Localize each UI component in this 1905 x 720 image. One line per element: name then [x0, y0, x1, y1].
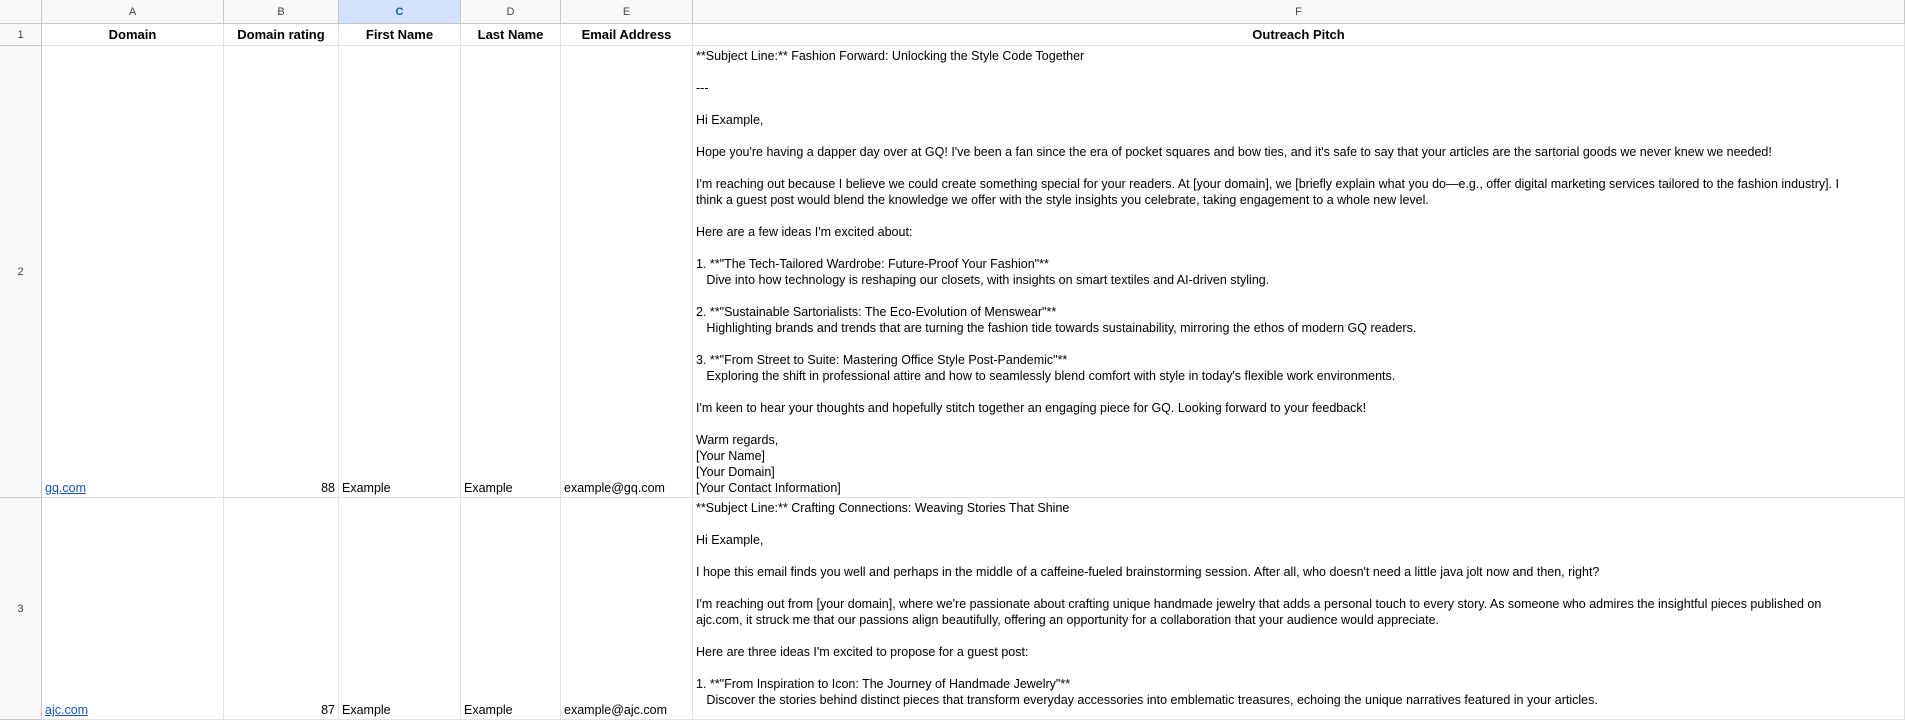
header-email-address[interactable]: Email Address	[561, 24, 693, 46]
email-value: example@gq.com	[564, 481, 665, 495]
column-header-c[interactable]: C	[339, 0, 461, 24]
column-header-e[interactable]: E	[561, 0, 693, 24]
first-name-value: Example	[342, 481, 391, 495]
table-row	[0, 24, 1905, 46]
pitch-cell[interactable]	[693, 498, 1905, 720]
row-header-3[interactable]: 3	[0, 498, 42, 720]
domain-link[interactable]: gq.com	[45, 481, 86, 495]
table-row	[0, 46, 1905, 498]
last-name-cell[interactable]	[461, 498, 561, 720]
last-name-value: Example	[464, 481, 513, 495]
first-name-cell[interactable]	[339, 498, 461, 720]
table-row	[0, 498, 1905, 720]
column-header-d[interactable]: D	[461, 0, 561, 24]
column-header-f[interactable]: F	[693, 0, 1905, 24]
email-cell[interactable]	[561, 498, 693, 720]
domain-link[interactable]: ajc.com	[45, 703, 89, 717]
last-name-value: Example	[464, 703, 513, 717]
column-header-b[interactable]: B	[224, 0, 339, 24]
header-outreach-pitch[interactable]: Outreach Pitch	[693, 24, 1905, 46]
email-value: example@ajc.com	[564, 703, 668, 717]
row-header-2[interactable]: 2	[0, 46, 42, 498]
rating-cell[interactable]	[224, 498, 339, 720]
header-last-name[interactable]: Last Name	[461, 24, 561, 46]
rating-cell[interactable]	[224, 46, 339, 498]
column-header-a[interactable]: A	[42, 0, 224, 24]
pitch-cell[interactable]	[693, 46, 1905, 498]
domain-rating-value: 88	[321, 481, 335, 495]
column-header-bar	[0, 0, 1905, 24]
last-name-cell[interactable]	[461, 46, 561, 498]
header-domain[interactable]: Domain	[42, 24, 224, 46]
outreach-pitch-text: **Subject Line:** Fashion Forward: Unlocking the Style Code Together --- Hi Example, Hope you're having a dapper day over at GQ! I've been a fan since the era of pocket squares and bow ties, and it's safe to say that your articles are the sartorial goods we never knew we needed! I'm reaching out because I believe we could create something special for your readers. At [your domain], we [briefly explain what you do—e.g., offer digital marketing services tailored to the fashion industry]. I think a guest post would blend the knowledge we offer with the style insights you celebrate, taking engagement to a whole new level. Here are a few ideas I'm excited about: 1. **"The Tech-Tailored Wardrobe: Future-Proof Your Fashion"** Dive into how technology is reshaping our closets, with insights on smart textiles and AI-driven styling. 2. **"Sustainable Sartorialists: The Eco-Evolution of Menswear"** Highlighting brands and trends that are turning the fashion tide towards sustainability, mirroring the ethos of modern GQ readers. 3. **"From Street to Suite: Mastering Office Style Post-Pandemic"** Exploring the shift in professional attire and how to seamlessly blend comfort with style in today's flexible work environments. I'm keen to hear your thoughts and hopefully stitch together an engaging piece for GQ. Looking forward to your feedback! Warm regards, [Your Name] [Your Domain] [Your Contact Information]	[696, 49, 1840, 495]
domain-rating-value: 87	[321, 703, 335, 717]
email-cell[interactable]	[561, 46, 693, 498]
outreach-pitch-text: **Subject Line:** Crafting Connections: Weaving Stories That Shine Hi Example, I hope this email finds you well and perhaps in the middle of a caffeine-fueled brainstorming session. After all, who doesn't need a little java jolt now and then, right? I'm reaching out from [your domain], where we're passionate about crafting unique handmade jewelry that adds a personal touch to every story. As someone who admires the insightful pieces published on ajc.com, it struck me that our passions align beautifully, offering an opportunity for a collaboration that your audience would appreciate. Here are three ideas I'm excited to propose for a guest post: 1. **"From Inspiration to Icon: The Journey of Handmade Jewelry"** Discover the stories behind distinct pieces that transform everyday accessories into emblematic treasures, echoing the unique narratives featured in your articles.	[696, 501, 1822, 707]
header-first-name[interactable]: First Name	[339, 24, 461, 46]
first-name-cell[interactable]	[339, 46, 461, 498]
header-domain-rating[interactable]: Domain rating	[224, 24, 339, 46]
row-header-1[interactable]: 1	[0, 24, 42, 46]
first-name-value: Example	[342, 703, 391, 717]
select-all-corner[interactable]	[0, 0, 42, 24]
domain-cell[interactable]	[42, 46, 224, 498]
domain-cell[interactable]	[42, 498, 224, 720]
